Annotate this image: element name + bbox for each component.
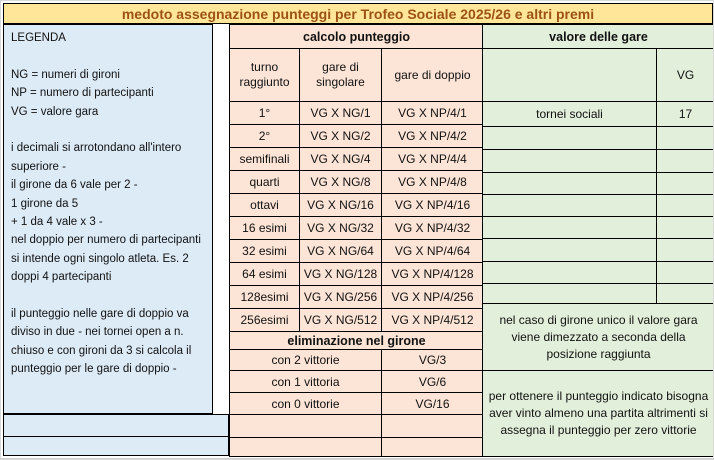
doppio-cell: VG X NP/4/16 xyxy=(382,194,484,217)
legend-line xyxy=(11,121,212,139)
calc-row xyxy=(230,171,484,194)
calc-row xyxy=(230,263,484,286)
calc-row xyxy=(230,286,484,309)
elim-value-cell: VG/16 xyxy=(382,393,484,415)
empty-cell xyxy=(483,150,657,173)
doppio-cell: VG X NP/4/128 xyxy=(382,263,484,286)
turno-cell: semifinali xyxy=(230,148,300,171)
elim-label-cell: con 1 vittoria xyxy=(230,371,382,393)
empty-cell xyxy=(657,127,714,150)
empty-row xyxy=(483,127,714,150)
singolare-cell: VG X NG/32 xyxy=(300,217,382,240)
elim-value-cell: VG/6 xyxy=(382,371,484,393)
elim-row xyxy=(230,350,484,371)
legend-line: chiuso e con gironi da 3 si calcola il xyxy=(11,344,192,357)
empty-cell xyxy=(483,49,657,102)
elim-label-cell: con 0 vittorie xyxy=(230,393,382,415)
legend-line: il girone da 6 vale per 2 - xyxy=(11,179,138,192)
col-header-turno: turno raggiunto xyxy=(230,49,300,102)
empty-row xyxy=(483,284,714,304)
empty-row xyxy=(483,262,714,284)
singolare-cell: VG X NG/1 xyxy=(300,102,382,125)
doppio-cell: VG X NP/4/64 xyxy=(382,240,484,263)
empty-row xyxy=(483,239,714,262)
vg-column-header: VG xyxy=(657,49,714,102)
empty-row xyxy=(483,217,714,239)
singolare-cell: VG X NG/2 xyxy=(300,125,382,148)
legend-line: 1 girone da 5 xyxy=(11,197,79,210)
note-girone-unico: nel caso di girone unico il valore gara viene dimezzato a seconda della posizione raggiunta xyxy=(483,304,714,371)
calc-row xyxy=(230,125,484,148)
singolare-cell: VG X NG/64 xyxy=(300,240,382,263)
legend-panel xyxy=(3,24,213,414)
calc-row xyxy=(230,217,484,240)
doppio-cell: VG X NP/4/256 xyxy=(382,286,484,309)
doppio-cell: VG X NP/4/4 xyxy=(382,148,484,171)
calc-row xyxy=(230,240,484,263)
calc-section-title: calcolo punteggio xyxy=(230,25,484,49)
legend-line: il punteggio nelle gare di doppio va xyxy=(11,307,189,320)
empty-row xyxy=(4,437,228,455)
turno-cell: quarti xyxy=(230,171,300,194)
turno-cell: 32 esimi xyxy=(230,240,300,263)
turno-cell: 64 esimi xyxy=(230,263,300,286)
turno-cell: 256esimi xyxy=(230,309,300,332)
gara-value-cell: 17 xyxy=(657,102,714,127)
calcolo-punteggio-table xyxy=(229,24,484,457)
legend-line: i decimali si arrotondano all'intero xyxy=(11,142,182,155)
singolare-cell: VG X NG/8 xyxy=(300,171,382,194)
legend-title: LEGENDA xyxy=(11,32,66,44)
turno-cell: ottavi xyxy=(230,194,300,217)
empty-cell xyxy=(657,173,714,195)
valore-gare-table xyxy=(482,24,714,457)
empty-cell xyxy=(657,150,714,173)
empty-cell xyxy=(483,284,657,304)
doppio-cell: VG X NP/4/32 xyxy=(382,217,484,240)
legend-line: + 1 da 4 vale x 3 - xyxy=(11,215,103,228)
empty-cell xyxy=(483,127,657,150)
elim-row xyxy=(230,393,484,415)
calc-row xyxy=(230,148,484,171)
legend-empty-rows xyxy=(3,414,229,456)
turno-cell: 16 esimi xyxy=(230,217,300,240)
empty-cell xyxy=(483,262,657,284)
empty-cell xyxy=(657,284,714,304)
elim-row xyxy=(230,371,484,393)
valore-row xyxy=(483,102,714,127)
singolare-cell: VG X NG/256 xyxy=(300,286,382,309)
legend-line xyxy=(11,286,212,304)
empty-row xyxy=(230,415,484,438)
legend-line: nel doppio per numero di partecipanti xyxy=(11,234,201,247)
legend-line: superiore - xyxy=(11,160,66,173)
elim-value-cell: VG/3 xyxy=(382,350,484,371)
turno-cell: 128esimi xyxy=(230,286,300,309)
singolare-cell: VG X NG/128 xyxy=(300,263,382,286)
singolare-cell: VG X NG/4 xyxy=(300,148,382,171)
empty-cell xyxy=(483,217,657,239)
turno-cell: 1° xyxy=(230,102,300,125)
empty-row xyxy=(483,173,714,195)
col-header-singolare: gare di singolare xyxy=(300,49,382,102)
elim-section-title: eliminazione nel girone xyxy=(230,332,484,350)
empty-row xyxy=(230,438,484,457)
elim-label-cell: con 2 vittorie xyxy=(230,350,382,371)
legend-line: NG = numeri di gironi xyxy=(11,68,120,81)
legend-line: diviso in due - nei tornei open a n. xyxy=(11,326,184,339)
empty-cell xyxy=(483,173,657,195)
legend-line xyxy=(11,47,212,65)
singolare-cell: VG X NG/512 xyxy=(300,309,382,332)
singolare-cell: VG X NG/16 xyxy=(300,194,382,217)
empty-cell xyxy=(230,415,382,438)
note-punteggio: per ottenere il punteggio indicato bisogna aver vinto almeno una partita altrimenti si assegna il punteggio per zero vittorie xyxy=(483,371,714,457)
calc-row xyxy=(230,194,484,217)
legend-line: punteggio per le gare di doppio - xyxy=(11,363,177,376)
empty-cell xyxy=(483,195,657,217)
empty-cell xyxy=(657,217,714,239)
empty-cell xyxy=(382,438,484,457)
empty-cell xyxy=(483,239,657,262)
screen-edge xyxy=(1,458,714,459)
doppio-cell: VG X NP/4/8 xyxy=(382,171,484,194)
valore-section-title: valore delle gare xyxy=(483,25,714,49)
doppio-cell: VG X NP/4/512 xyxy=(382,309,484,332)
calc-row xyxy=(230,309,484,332)
empty-row xyxy=(4,415,228,437)
empty-cell xyxy=(230,438,382,457)
empty-row xyxy=(483,195,714,217)
doppio-cell: VG X NP/4/2 xyxy=(382,125,484,148)
legend-line: NP = numero di partecipanti xyxy=(11,87,154,100)
empty-cell xyxy=(657,262,714,284)
legend-line: doppi 4 partecipanti xyxy=(11,271,112,284)
legend-line: VG = valore gara xyxy=(11,105,99,118)
page-title: medoto assegnazione punteggi per Trofeo Sociale 2025/26 e altri premi xyxy=(3,3,713,24)
doppio-cell: VG X NP/4/1 xyxy=(382,102,484,125)
empty-cell xyxy=(657,239,714,262)
col-header-doppio: gare di doppio xyxy=(382,49,484,102)
legend-line: si intende ogni singolo atleta. Es. 2 xyxy=(11,252,189,265)
empty-row xyxy=(483,150,714,173)
turno-cell: 2° xyxy=(230,125,300,148)
calc-row xyxy=(230,102,484,125)
empty-cell xyxy=(382,415,484,438)
gara-label-cell: tornei sociali xyxy=(483,102,657,127)
empty-cell xyxy=(657,195,714,217)
